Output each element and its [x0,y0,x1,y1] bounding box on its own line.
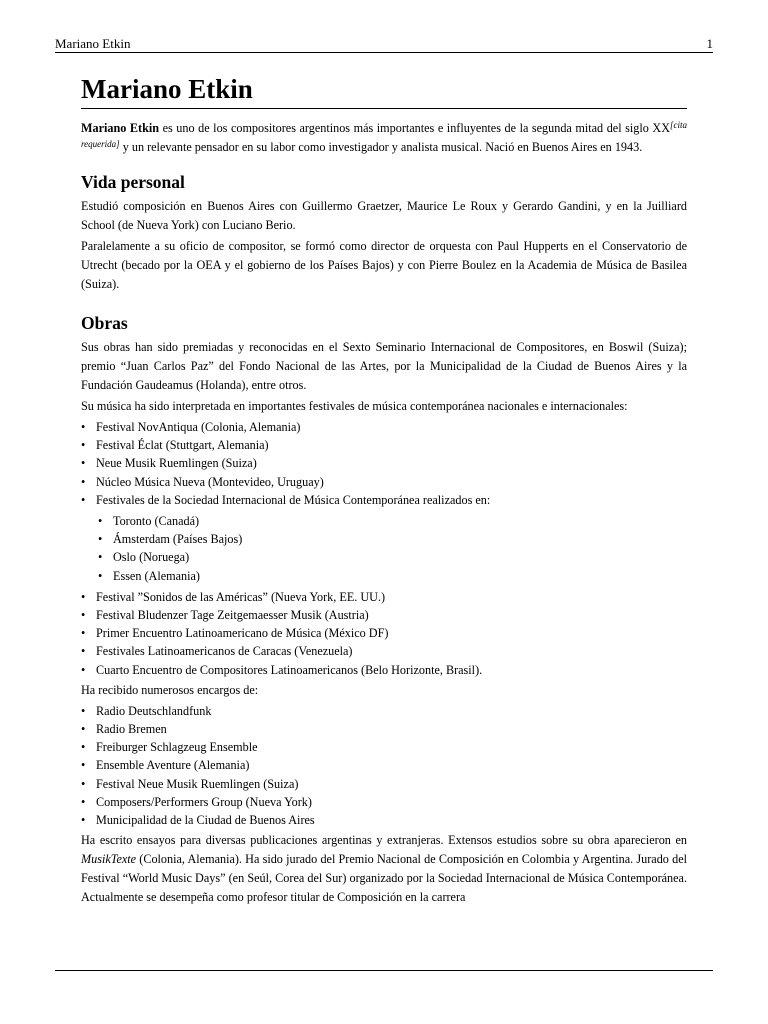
lead-text-2: y un relevante pensador en su labor como investigador y analista musical. Nació en Buenos Aires en 1943. [119,140,643,154]
list-item: • Toronto (Canadá) [98,514,200,529]
footer-rule [55,970,713,971]
lead-bold-name: Mariano Etkin [81,121,160,135]
list-item: • Neue Musik Ruemlingen (Suiza) [81,456,257,471]
musiktexte-title: MusikTexte [81,852,137,867]
obras-paragraph-4: Ha escrito ensayos para diversas publicaciones argentinas y extranjeras. Extensos estudios sobre su obra aparecieron en MusikTexte (Colonia, Alemania). Ha sido jurado del Premio Nacional de Composición en Colombia y Argentina. Jurado del Festival “World Music Days” (en Seúl, Corea del Sur) organizado por la Sociedad Internacional de Música Contemporánea. Actualmente se desempeña como profesor titular de Composición en la carrera [81,833,687,905]
running-header [55,36,713,53]
vida-paragraph-2: Paralelamente a su oficio de compositor, se formó como director de orquesta con Paul Hupperts en el Conservatorio de Utrecht (becado por la OEA y el gobierno de los Países Bajos) y con Pierre Boulez en la Academia de Música de Basilea (Suiza). [81,239,687,291]
list-item: • Primer Encuentro Latinoamericano de Música (México DF) [81,626,389,641]
festivals-list-continued [81,588,687,679]
list-item: • Freiburger Schlagzeug Ensemble [81,740,258,755]
article-title: Mariano Etkin [81,74,687,109]
list-item: • Ensemble Aventure (Alemania) [81,758,250,773]
list-item: • Festivales de la Sociedad Internacional de Música Contemporánea realizados en: [81,492,491,507]
commissions-list [81,702,687,829]
page-number: 1 [706,36,713,51]
article-body [81,74,687,907]
running-header-title: Mariano Etkin [55,36,131,51]
list-item: • Radio Deutschlandfunk [81,703,212,718]
lead-paragraph [81,119,687,157]
list-item: • Festival NovAntiqua (Colonia, Alemania) [81,420,301,434]
citation-needed-link[interactable]: [cita requerida] [81,120,687,149]
list-item: • Festival Éclat (Stuttgart, Alemania) [81,438,269,453]
list-item: • Festival Bludenzer Tage Zeitgemaesser Musik (Austria) [81,608,369,623]
list-item: • Ámsterdam (Países Bajos) [98,532,243,547]
list-item: • Núcleo Música Nueva (Montevideo, Uruguay) [81,474,324,489]
list-item: • Radio Bremen [81,722,167,737]
list-item: • Oslo (Noruega) [98,550,190,565]
obras-paragraph-1: Sus obras han sido premiadas y reconocidas en el Sexto Seminario Internacional de Compositores, en Boswil (Suiza); premio “Juan Carlos Paz” del Fondo Nacional de las Artes, por la Municipalidad de la Ciudad de Buenos Aires y la Fundación Gaudeamus (Holanda), entre otros. [81,340,687,392]
vida-paragraph-1: Estudió composición en Buenos Aires con Guillermo Graetzer, Maurice Le Roux y Gerardo Gandini, y en la Juilliard School (de Nueva York) con Luciano Berio. [81,199,687,232]
lead-text-1: es uno de los compositores argentinos más importantes e influyentes de la segunda mitad del siglo XX [159,121,670,135]
section-heading-vida-personal: Vida personal [81,172,185,192]
list-item: • Municipalidad de la Ciudad de Buenos Aires [81,813,315,828]
obras-paragraph-2: Su música ha sido interpretada en importantes festivales de música contemporánea nacionales e internacionales: [81,399,628,413]
list-item: • Cuarto Encuentro de Compositores Latinoamericanos (Belo Horizonte, Brasil). [81,662,483,677]
list-item: • Festival Neue Musik Ruemlingen (Suiza) [81,776,299,791]
isme-cities-list [81,512,687,585]
list-item: • Festival ”Sonidos de las Américas” (Nueva York, EE. UU.) [81,589,386,604]
festivals-list [81,418,687,509]
obras-paragraph-3: Ha recibido numerosos encargos de: [81,682,259,697]
section-heading-obras: Obras [81,313,128,333]
list-item: • Festivales Latinoamericanos de Caracas (Venezuela) [81,644,353,659]
list-item: • Essen (Alemania) [98,568,200,583]
list-item: • Composers/Performers Group (Nueva York) [81,794,312,809]
